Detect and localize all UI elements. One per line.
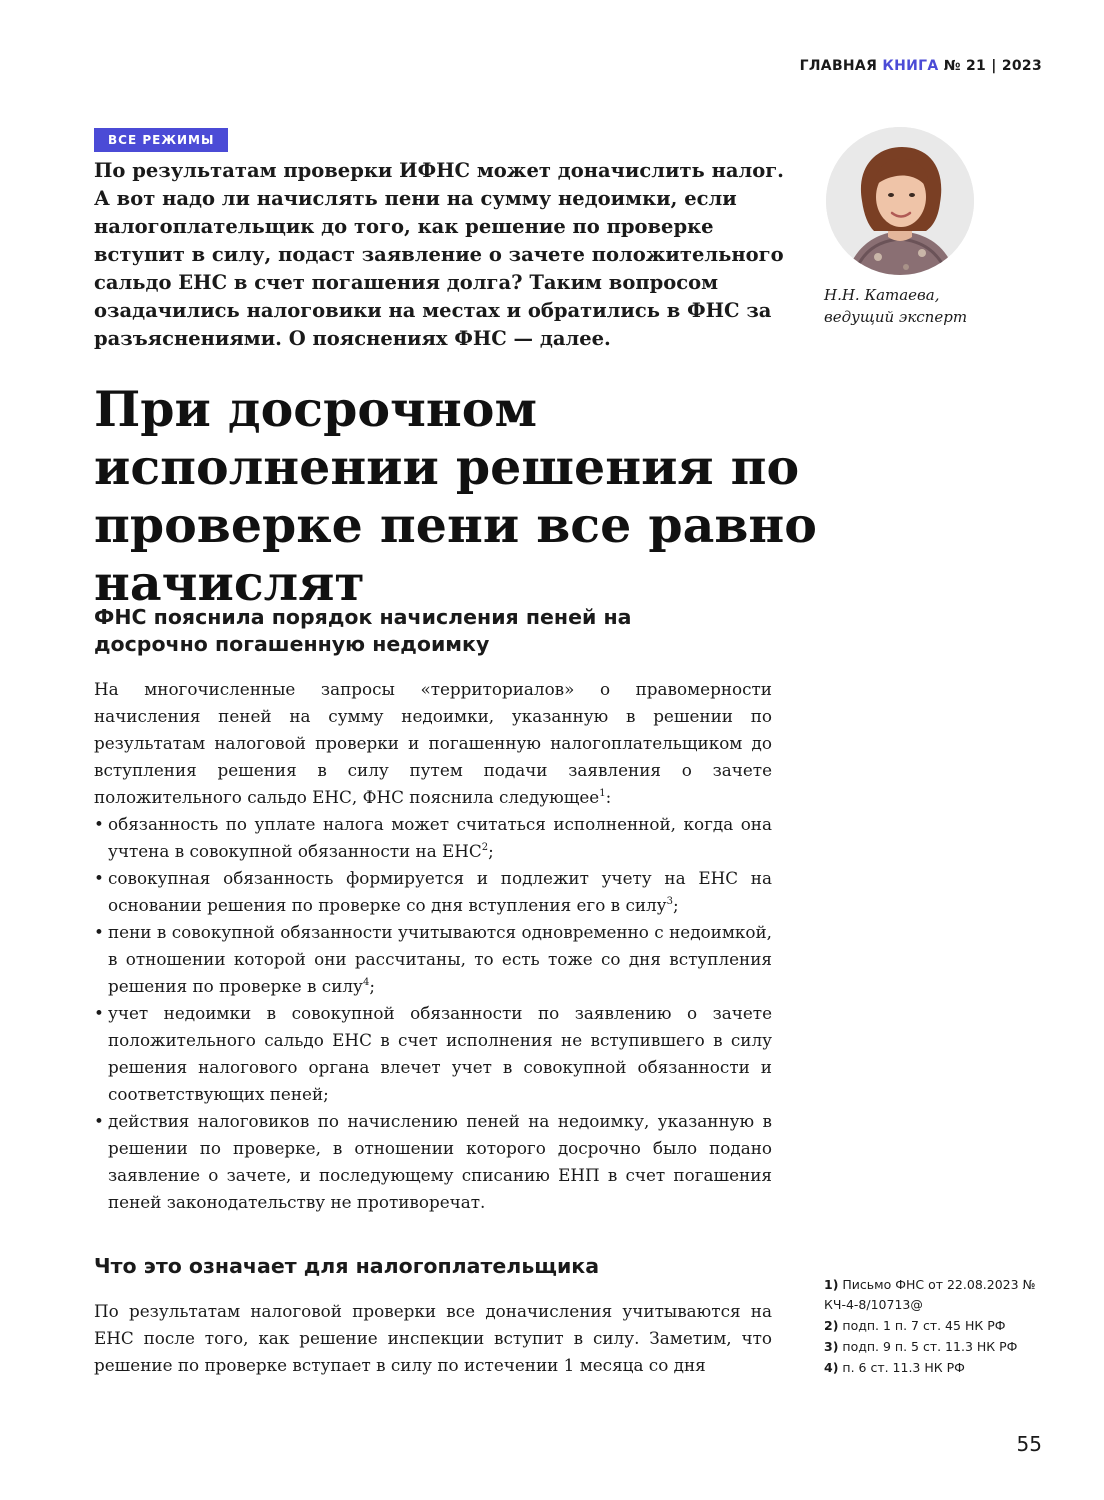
lead-paragraph: По результатам проверки ИФНС может доначислить налог. А вот надо ли начислять пени на сумму недоимки, если налогоплательщик до того, как решение по проверке вступит в силу, подаст заявление о зачете положительного сальдо ЕНС в счет погашения долга? Таким вопросом озадачились налоговики на местах и обратились в ФНС за разъяснениями. О пояснениях ФНС — далее. (94, 159, 784, 350)
list-item: • совокупная обязанность формируется и подлежит учету на ЕНС на основании решения по проверке со дня вступления его в силу$^3$; (94, 865, 772, 919)
author-role: ведущий эксперт (824, 308, 968, 326)
section-heading: Что это означает для налогоплательщика (94, 1254, 600, 1278)
footnote: 4) п. 6 ст. 11.3 НК РФ (824, 1360, 965, 1375)
list-item: • обязанность по уплате налога может считаться исполненной, когда она учтена в совокупной обязанности на ЕНС$^2$; (94, 811, 772, 865)
author-caption (824, 284, 1024, 328)
issue-number: № 21 | 2023 (943, 58, 1042, 74)
author-photo (826, 127, 974, 275)
brand-name-accent: КНИГА (882, 58, 939, 74)
intro-paragraph: На многочисленные запросы «территориалов» о правомерности начисления пеней на сумму недоимки, указанную в решении по результатам налоговой проверки и погашенную налогоплательщиком до вступления решения в силу путем подачи заявления о зачете положительного сальдо ЕНС, ФНС пояснила следующее$^1$: (94, 679, 772, 807)
list-item: • учет недоимки в совокупной обязанности по заявлению о зачете положительного сальдо ЕНС в счет исполнения не вступившего в силу решения налогового органа влечет учет в совокупной обязанности и соответствующих пеней; (94, 1000, 772, 1108)
brand-name: ГЛАВНАЯ (799, 58, 878, 74)
bullet-list (94, 811, 772, 1216)
author-portrait-image (826, 127, 974, 275)
footnote: 2) подп. 1 п. 7 ст. 45 НК РФ (824, 1318, 1006, 1333)
article-body (94, 676, 772, 1216)
footnote-ref: 1 (599, 788, 606, 799)
footnote-ref: 3 (666, 896, 673, 907)
list-item: • действия налоговиков по начислению пеней на недоимку, указанную в решении по проверке, в отношении которого досрочно было подано заявление о зачете, и последующему списанию ЕНП в счет погашения пеней законодательству не противоречат. (94, 1108, 772, 1216)
category-tag: ВСЕ РЕЖИМЫ (94, 128, 228, 152)
page-number: 55 (1016, 1432, 1042, 1456)
footnotes (824, 1275, 1064, 1379)
article-subtitle: ФНС пояснила порядок начисления пеней на досрочно погашенную недоимку (94, 605, 632, 656)
footnote: 1) Письмо ФНС от 22.08.2023 № КЧ-4-8/10713@ (824, 1277, 1036, 1312)
section-paragraph: По результатам налоговой проверки все доначисления учитываются на ЕНС после того, как решение инспекции вступит в силу. Заметим, что решение по проверке вступает в силу по истечении 1 месяца со дня (94, 1301, 772, 1375)
magazine-header (800, 58, 1042, 74)
footnote-ref: 4 (362, 977, 370, 988)
author-name: Н.Н. Катаева, (824, 286, 940, 304)
article-title: При досрочном исполнении решения по проверке пени все равно начислят (94, 380, 817, 612)
footnote-ref: 2 (481, 842, 489, 853)
footnote: 3) подп. 9 п. 5 ст. 11.3 НК РФ (824, 1339, 1018, 1354)
list-item: • пени в совокупной обязанности учитываются одновременно с недоимкой, в отношении которой они рассчитаны, то есть тоже со дня вступления решения по проверке в силу$^4$; (94, 919, 772, 1000)
